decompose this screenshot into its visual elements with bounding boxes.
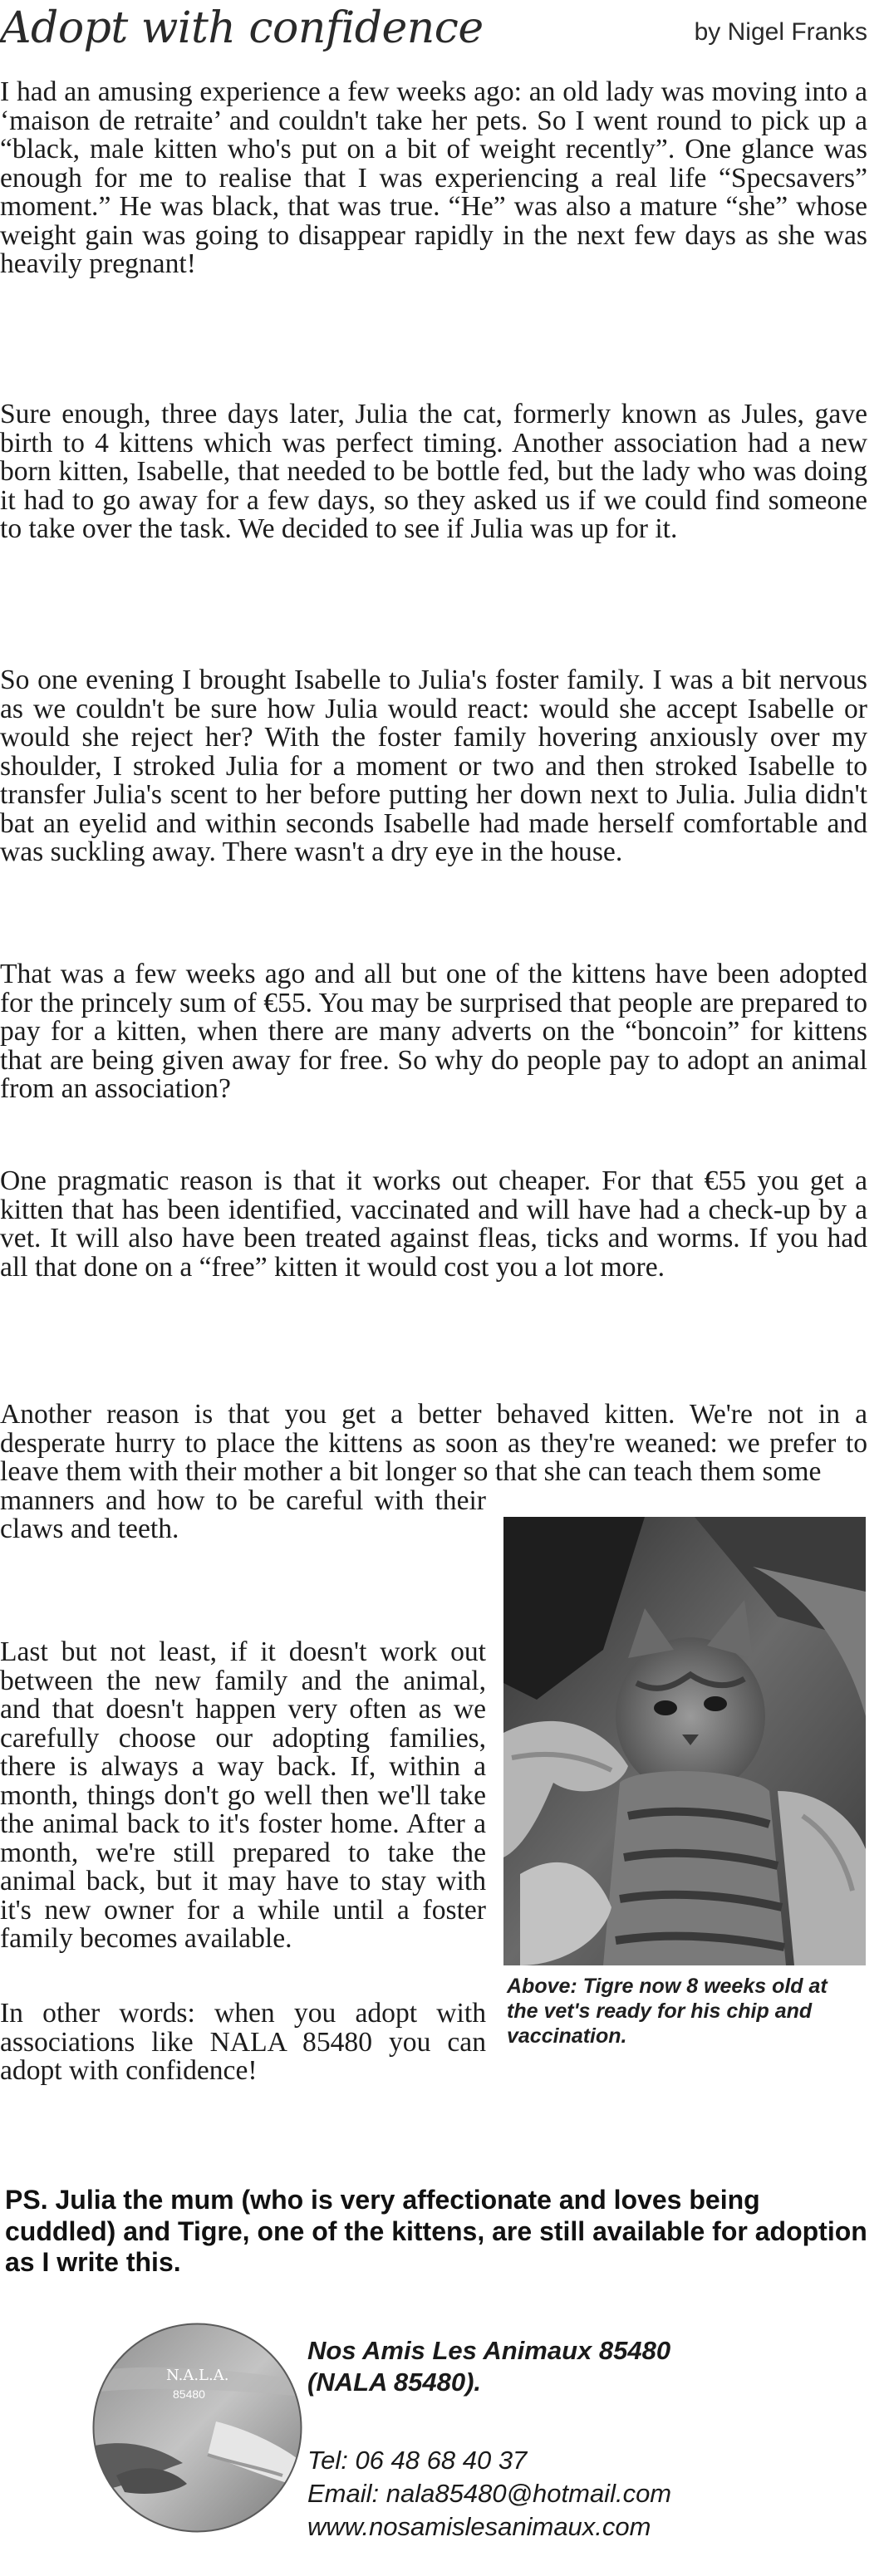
paragraph-2: Sure enough, three days later, Julia the cat, formerly known as Jules, gave birth to 4 kittens which was perfect timing. Another association had a new born kitten, Isabelle, that needed to be bottle fed, but the lady who was doing it had to go away for a few days, so they asked us if we could find someone to take over the task. We decided to see if Julia was up for it. [0, 399, 867, 544]
kitten-photo-image [503, 1517, 866, 1965]
contact-email-link[interactable]: Email: nala85480@hotmail.com [307, 2479, 672, 2508]
logo-number-text: 85480 [173, 2387, 205, 2401]
paragraph-3: So one evening I brought Isabelle to Julia's foster family. I was a bit nervous as we couldn't be sure how Julia would react: would she accept Isabelle or would she reject her? With the foster family hovering anxiously over my shoulder, I stroked Julia for a moment or two and then stroked Isabelle to transfer Julia's scent to her before putting her down next to Julia. Julia didn't bat an eyelid and within seconds Isabelle had made herself comfortable and was suckling away. There wasn't a dry eye in the house. [0, 665, 867, 867]
nala-logo-image [91, 2322, 303, 2534]
paragraph-4: That was a few weeks ago and all but one of the kittens have been adopted for the princely sum of €55. You may be surprised that people are prepared to pay for a kitten, when there are many adverts on the “boncoin” for kittens that are being given away for free. So why do people pay to adopt an animal from an association? [0, 959, 867, 1104]
photo-caption: Above: Tigre now 8 weeks old at the vet's ready for his chip and vaccination. [507, 1975, 828, 2048]
org-name: Nos Amis Les Animaux 85480 [307, 2336, 671, 2365]
nala-logo [91, 2322, 303, 2534]
paragraph-1: I had an amusing experience a few weeks ago: an old lady was moving into a ‘maison de retraite’ and couldn't take her pets. So I went round to pick up a “black, male kitten who's put on a bit of weight recently”. One glance was enough for me to realise that I was experiencing a real life “Specsavers” moment.” He was black, that was true. “He” was also a mature “she” whose weight gain was going to disappear rapidly in the next few days as she was heavily pregnant! [0, 76, 867, 279]
paragraph-7: Last but not least, if it doesn't work out between the new family and the animal, and that doesn't happen very often as we carefully choose our adopting families, there is always a way back. If, within a month, things don't go well then we'll take the animal back to it's foster home. After a month, we're still prepared to take the animal back, but it may have to stay with it's new owner for a while until a foster family becomes available. [0, 1636, 486, 1954]
logo-name-text: N.A.L.A. [166, 2367, 229, 2384]
contact-phone: Tel: 06 48 68 40 37 [307, 2446, 528, 2475]
contact-organization [307, 2335, 872, 2398]
paragraph-8: In other words: when you adopt with associations like NALA 85480 you can adopt with confidence! [0, 1998, 486, 2086]
article-title: Adopt with confidence [0, 3, 484, 53]
paragraph-6-full-width: Another reason is that you get a better behaved kitten. We're not in a desperate hurry to place the kittens as soon as they're weaned: we prefer to leave them with their mother a bit longer so that she can teach them some [0, 1399, 867, 1487]
kitten-photo [503, 1517, 866, 1965]
paragraph-5: One pragmatic reason is that it works out cheaper. For that €55 you get a kitten that has been identified, vaccinated and will have had a check-up by a vet. It will also have been treated against fleas, ticks and worms. If you had all that done on a “free” kitten it would cost you a lot more. [0, 1165, 867, 1283]
org-abbreviation: (NALA 85480). [307, 2367, 482, 2397]
author-byline: by Nigel Franks [694, 18, 867, 46]
contact-website-link[interactable]: www.nosamislesanimaux.com [307, 2512, 651, 2541]
paragraph-6-wrapped: manners and how to be careful with their claws and teeth. [0, 1484, 486, 1544]
postscript: PS. Julia the mum (who is very affectionate and loves being cuddled) and Tigre, one of the kittens, are still available for adoption as I write this. [5, 2185, 867, 2277]
